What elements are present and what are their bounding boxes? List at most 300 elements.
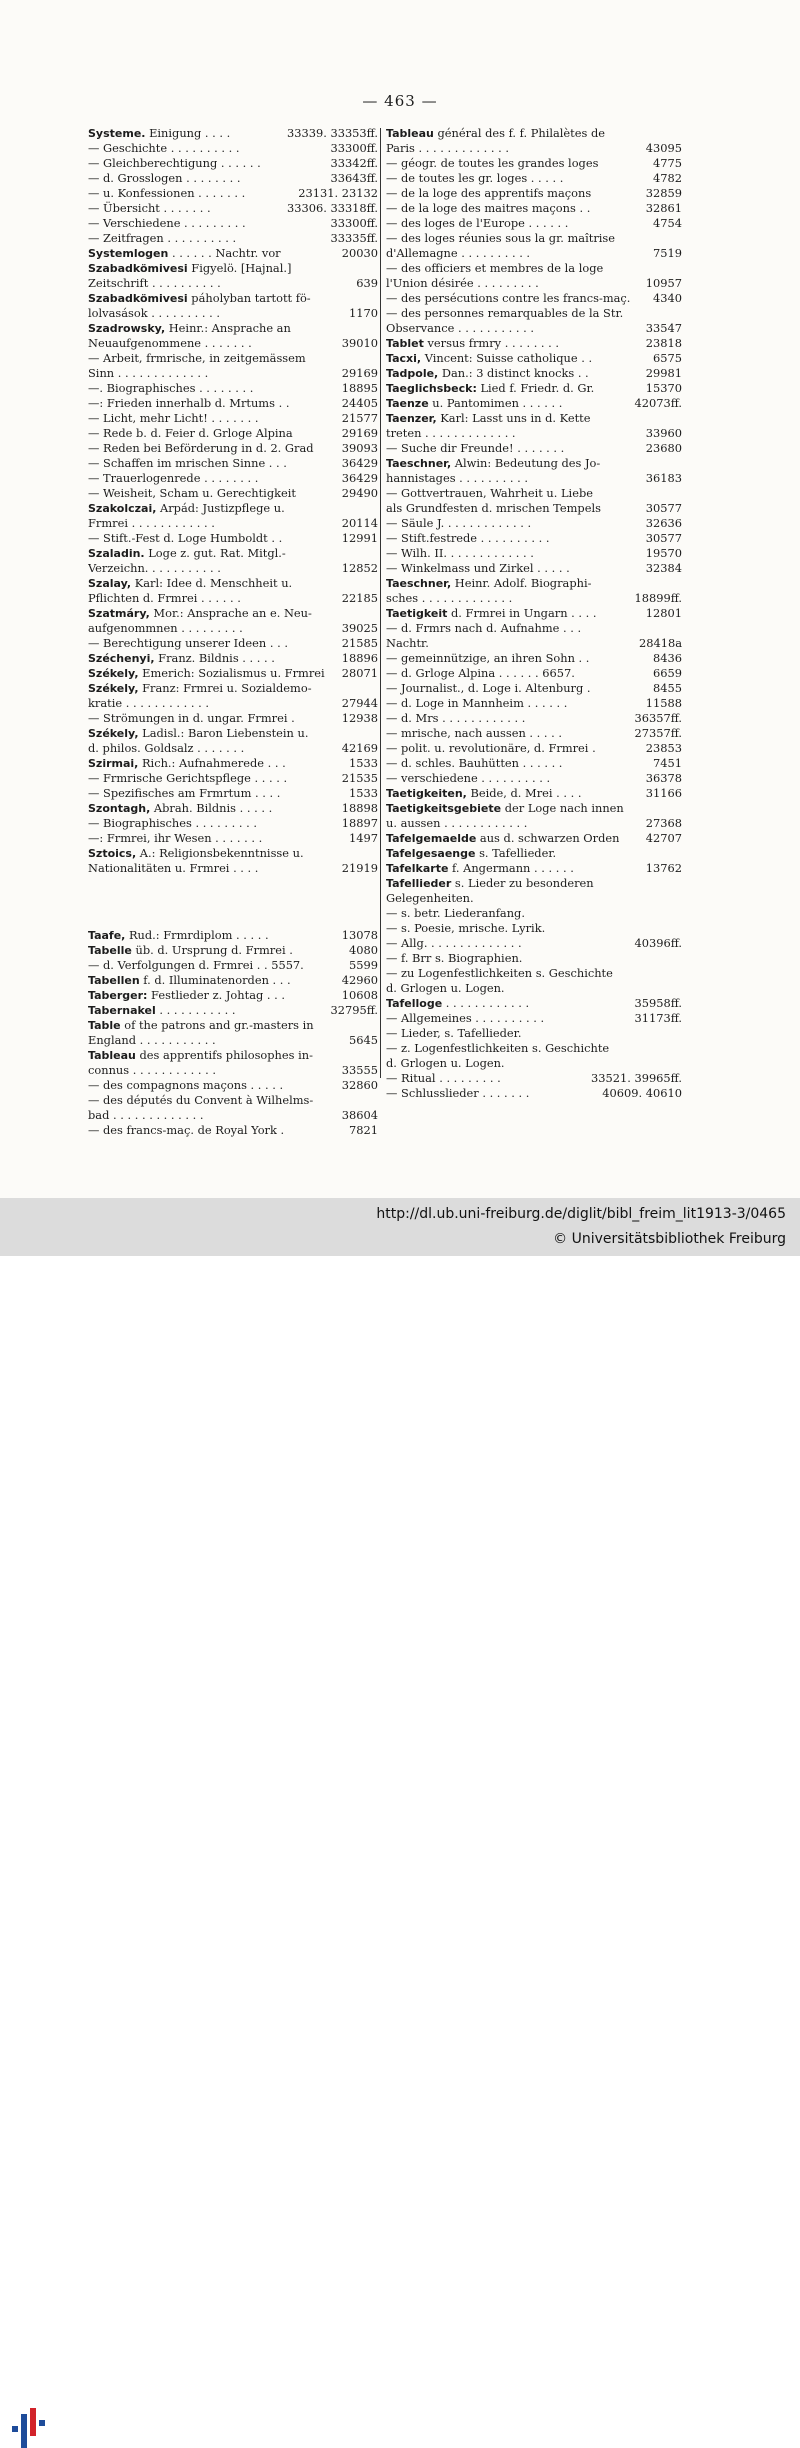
entry-text bbox=[88, 831, 262, 846]
index-entry bbox=[386, 306, 682, 321]
entry-description: Karl: Lasst uns in d. Kette bbox=[436, 411, 591, 425]
entry-heading: Systeme. bbox=[88, 127, 146, 140]
entry-text bbox=[386, 411, 590, 426]
entry-reference: 1497 bbox=[349, 831, 378, 845]
entry-reference: 22185 bbox=[341, 591, 378, 605]
entry-description: Franz: Frmrei u. Sozialdemo- bbox=[138, 681, 312, 695]
entry-description: aufgenommnen . . . . . . . . . bbox=[88, 621, 243, 635]
entry-text bbox=[386, 726, 562, 741]
entry-description: d. Grlogen u. Logen. bbox=[386, 981, 505, 995]
entry-heading: Tadpole, bbox=[386, 367, 439, 380]
entry-description: — Ritual . . . . . . . . . bbox=[386, 1071, 501, 1085]
entry-description: — Biographisches . . . . . . . . . bbox=[88, 816, 258, 830]
index-entry bbox=[88, 928, 378, 943]
entry-text bbox=[88, 1093, 313, 1108]
entry-text bbox=[88, 186, 245, 201]
index-entry bbox=[88, 801, 378, 816]
entry-reference: 32861 bbox=[645, 201, 682, 215]
library-logo-icon bbox=[10, 2404, 50, 2448]
entry-reference: 28418a bbox=[638, 636, 682, 650]
entry-reference: 31173ff. bbox=[634, 1011, 682, 1025]
entry-heading: Szirmai, bbox=[88, 757, 139, 770]
entry-description: s. Tafellieder. bbox=[475, 846, 557, 860]
entry-text bbox=[88, 456, 287, 471]
entry-reference: 29981 bbox=[645, 366, 682, 380]
index-entry bbox=[386, 861, 682, 876]
entry-heading: Széchenyi, bbox=[88, 652, 155, 665]
entry-heading: Tafelgesaenge bbox=[386, 847, 476, 860]
entry-description: — d. Loge in Mannheim . . . . . . bbox=[386, 696, 568, 710]
entry-reference: 4775 bbox=[653, 156, 682, 170]
entry-description: — Lieder, s. Tafellieder. bbox=[386, 1026, 522, 1040]
index-entry bbox=[88, 1033, 378, 1048]
entry-text bbox=[386, 981, 505, 996]
entry-description: Observance . . . . . . . . . . . bbox=[386, 321, 535, 335]
entry-text bbox=[88, 201, 211, 216]
entry-reference: 7821 bbox=[349, 1123, 378, 1137]
entry-description: général des f. f. Philalètes de bbox=[433, 126, 605, 140]
entry-description: — des officiers et membres de la loge bbox=[386, 261, 604, 275]
entry-reference: 11588 bbox=[645, 696, 682, 710]
entry-description: d. Frmrei in Ungarn . . . . bbox=[447, 606, 597, 620]
entry-reference: 33342ff. bbox=[330, 156, 378, 170]
entry-heading: Systemlogen bbox=[88, 247, 169, 260]
entry-text bbox=[88, 426, 293, 441]
entry-reference: 36357ff. bbox=[634, 711, 682, 725]
entry-reference: 21585 bbox=[341, 636, 378, 650]
index-entry bbox=[88, 576, 378, 591]
entry-description: — u. Konfessionen . . . . . . . bbox=[88, 186, 246, 200]
entry-heading: Sztoics, bbox=[88, 847, 137, 860]
index-entry bbox=[386, 756, 682, 771]
index-entry bbox=[88, 681, 378, 696]
index-entry bbox=[88, 366, 378, 381]
entry-text bbox=[88, 156, 261, 171]
entry-description: d'Allemagne . . . . . . . . . . bbox=[386, 246, 531, 260]
entry-text bbox=[386, 996, 529, 1011]
entry-description: — mrische, nach aussen . . . . . bbox=[386, 726, 563, 740]
entry-heading: Szadrowsky, bbox=[88, 322, 166, 335]
entry-reference: 33300ff. bbox=[330, 141, 378, 155]
footer-url[interactable]: http://dl.ub.uni-freiburg.de/diglit/bibl_freim_lit1913-3/0465 bbox=[376, 1206, 786, 1222]
index-entry bbox=[88, 501, 378, 516]
entry-heading: Taberger: bbox=[88, 989, 148, 1002]
entry-text bbox=[88, 306, 220, 321]
entry-text bbox=[386, 1056, 505, 1071]
entry-description: d. philos. Goldsalz . . . . . . . bbox=[88, 741, 245, 755]
entry-heading: Taeschner, bbox=[386, 457, 452, 470]
entry-reference: 42073ff. bbox=[634, 396, 682, 410]
index-entry bbox=[88, 1078, 378, 1093]
entry-description: Lied f. Friedr. d. Gr. bbox=[476, 381, 595, 395]
entry-text bbox=[386, 456, 600, 471]
entry-description: connus . . . . . . . . . . . . bbox=[88, 1063, 216, 1077]
entry-reference: 27944 bbox=[341, 696, 378, 710]
entry-text bbox=[88, 141, 240, 156]
entry-text bbox=[386, 966, 613, 981]
entry-text bbox=[386, 231, 615, 246]
entry-text bbox=[386, 366, 589, 381]
entry-heading: Szaladin. bbox=[88, 547, 145, 560]
entry-reference: 18896 bbox=[341, 651, 378, 665]
entry-heading: Szakolczai, bbox=[88, 502, 157, 515]
entry-description: — Geschichte . . . . . . . . . . bbox=[88, 141, 240, 155]
entry-text bbox=[386, 801, 624, 816]
entry-heading: Szabadkömivesi bbox=[88, 262, 188, 275]
entry-reference: 29169 bbox=[341, 366, 378, 380]
index-entry bbox=[386, 1011, 682, 1026]
entry-text bbox=[88, 126, 230, 141]
entry-text bbox=[88, 801, 272, 816]
entry-heading: Taeschner, bbox=[386, 577, 452, 590]
entry-reference: 27368 bbox=[645, 816, 682, 830]
entry-text bbox=[88, 261, 291, 276]
entry-description: — Verschiedene . . . . . . . . . bbox=[88, 216, 246, 230]
entry-description: s. Lieder zu besonderen bbox=[451, 876, 594, 890]
entry-description: aus d. schwarzen Orden bbox=[476, 831, 620, 845]
entry-text bbox=[88, 771, 287, 786]
entry-description: — Allgemeines . . . . . . . . . . bbox=[386, 1011, 545, 1025]
entry-text bbox=[386, 276, 539, 291]
entry-text bbox=[88, 531, 282, 546]
entry-text bbox=[88, 546, 286, 561]
entry-reference: 39093 bbox=[341, 441, 378, 455]
index-entry bbox=[88, 276, 378, 291]
entry-description: lolvasások . . . . . . . . . . bbox=[88, 306, 221, 320]
entry-heading: Tableau bbox=[88, 1049, 136, 1062]
entry-text bbox=[88, 471, 258, 486]
entry-heading: Tablet bbox=[386, 337, 424, 350]
index-entry bbox=[386, 1026, 682, 1041]
entry-description: — d. Grosslogen . . . . . . . . bbox=[88, 171, 241, 185]
entry-reference: 28071 bbox=[341, 666, 378, 680]
index-entry bbox=[88, 306, 378, 321]
entry-text bbox=[88, 231, 236, 246]
index-entry bbox=[386, 981, 682, 996]
index-entry bbox=[88, 171, 378, 186]
entry-text bbox=[386, 696, 567, 711]
entry-text bbox=[88, 171, 240, 186]
index-entry bbox=[88, 1018, 378, 1033]
entry-reference: 1533 bbox=[349, 786, 378, 800]
entry-description: sches . . . . . . . . . . . . . bbox=[386, 591, 513, 605]
entry-description: — f. Brr s. Biographien. bbox=[386, 951, 523, 965]
left-column bbox=[88, 126, 378, 1138]
left-column-section-s bbox=[88, 126, 378, 876]
entry-text bbox=[386, 756, 562, 771]
entry-text bbox=[386, 351, 592, 366]
index-entry bbox=[386, 621, 682, 636]
entry-description: — s. betr. Liederanfang. bbox=[386, 906, 525, 920]
entry-text bbox=[88, 321, 291, 336]
entry-description: treten . . . . . . . . . . . . . bbox=[386, 426, 516, 440]
entry-description: England . . . . . . . . . . . bbox=[88, 1033, 216, 1047]
entry-reference: 39010 bbox=[341, 336, 378, 350]
entry-text bbox=[88, 1108, 204, 1123]
entry-reference: 23818 bbox=[645, 336, 682, 350]
entry-text bbox=[386, 381, 594, 396]
entry-reference: 30577 bbox=[645, 501, 682, 515]
index-entry bbox=[386, 141, 682, 156]
entry-description: — Berechtigung unserer Ideen . . . bbox=[88, 636, 288, 650]
entry-description: — Journalist., d. Loge i. Altenburg . bbox=[386, 681, 591, 695]
entry-reference: 42169 bbox=[341, 741, 378, 755]
index-entry bbox=[88, 988, 378, 1003]
entry-description: — Schlusslieder . . . . . . . bbox=[386, 1086, 530, 1100]
entry-text bbox=[386, 1026, 522, 1041]
entry-reference: 7451 bbox=[653, 756, 682, 770]
entry-reference: 639 bbox=[356, 276, 378, 290]
entry-text bbox=[386, 891, 474, 906]
entry-heading: Székely, bbox=[88, 682, 139, 695]
entry-description: Figyelö. [Hajnal.] bbox=[187, 261, 292, 275]
entry-reference: 32860 bbox=[341, 1078, 378, 1092]
entry-description: Alwin: Bedeutung des Jo- bbox=[451, 456, 601, 470]
entry-text bbox=[386, 546, 534, 561]
entry-reference: 4340 bbox=[653, 291, 682, 305]
entry-text bbox=[386, 201, 590, 216]
entry-reference: 21535 bbox=[341, 771, 378, 785]
entry-text bbox=[88, 1078, 283, 1093]
entry-description: — Rede b. d. Feier d. Grloge Alpina bbox=[88, 426, 293, 440]
entry-description: — Spezifisches am Frmrtum . . . . bbox=[88, 786, 281, 800]
entry-description: Zeitschrift . . . . . . . . . . bbox=[88, 276, 221, 290]
entry-text bbox=[88, 441, 314, 456]
entry-text bbox=[88, 216, 246, 231]
entry-description: — Stift.-Fest d. Loge Humboldt . . bbox=[88, 531, 283, 545]
entry-reference: 33300ff. bbox=[330, 216, 378, 230]
entry-description: u. aussen . . . . . . . . . . . . bbox=[386, 816, 528, 830]
entry-text bbox=[386, 441, 564, 456]
index-entry bbox=[88, 471, 378, 486]
entry-description: —: Frieden innerhalb d. Mrtums . . bbox=[88, 396, 290, 410]
entry-description: f. Angermann . . . . . . bbox=[448, 861, 574, 875]
index-entry bbox=[386, 246, 682, 261]
entry-description: bad . . . . . . . . . . . . . bbox=[88, 1108, 204, 1122]
entry-description: Nationalitäten u. Frmrei . . . . bbox=[88, 861, 259, 875]
entry-text bbox=[386, 951, 522, 966]
entry-description: üb. d. Ursprung d. Frmrei . bbox=[131, 943, 293, 957]
entry-description: Mor.: Ansprache an e. Neu- bbox=[149, 606, 312, 620]
index-entry bbox=[88, 1123, 378, 1138]
entry-description: — Licht, mehr Licht! . . . . . . . bbox=[88, 411, 259, 425]
entry-heading: Szabadkömivesi bbox=[88, 292, 188, 305]
entry-text bbox=[88, 291, 311, 306]
index-entry bbox=[386, 231, 682, 246]
entry-text bbox=[386, 666, 575, 681]
index-entry bbox=[386, 831, 682, 846]
entry-text bbox=[386, 336, 559, 351]
entry-text bbox=[386, 591, 512, 606]
index-entry bbox=[88, 411, 378, 426]
index-entry bbox=[386, 486, 682, 501]
index-entry bbox=[386, 891, 682, 906]
entry-reference: 18897 bbox=[341, 816, 378, 830]
index-entry bbox=[88, 561, 378, 576]
entry-heading: Székely, bbox=[88, 727, 139, 740]
index-entry bbox=[88, 441, 378, 456]
entry-text bbox=[88, 711, 295, 726]
index-entry bbox=[386, 801, 682, 816]
entry-heading: Taetigkeiten, bbox=[386, 787, 467, 800]
entry-reference: 35958ff. bbox=[634, 996, 682, 1010]
entry-reference: 21577 bbox=[341, 411, 378, 425]
entry-description: — des loges de l'Europe . . . . . . bbox=[386, 216, 569, 230]
entry-description: versus frmry . . . . . . . . bbox=[423, 336, 560, 350]
index-entry bbox=[88, 1048, 378, 1063]
entry-description: — des loges réunies sous la gr. maîtrise bbox=[386, 231, 615, 245]
entry-text bbox=[386, 1041, 609, 1056]
entry-reference: 18895 bbox=[341, 381, 378, 395]
index-entry bbox=[386, 261, 682, 276]
entry-description: — des députés du Convent à Wilhelms- bbox=[88, 1093, 314, 1107]
index-entry bbox=[386, 666, 682, 681]
index-entry bbox=[88, 201, 378, 216]
index-entry bbox=[88, 943, 378, 958]
index-entry bbox=[386, 291, 682, 306]
entry-text bbox=[88, 1003, 235, 1018]
entry-text bbox=[386, 216, 568, 231]
index-entry bbox=[386, 396, 682, 411]
right-column-entries bbox=[386, 126, 682, 1101]
entry-text bbox=[88, 651, 275, 666]
entry-text bbox=[386, 921, 545, 936]
entry-description: —: Frmrei, ihr Wesen . . . . . . . bbox=[88, 831, 263, 845]
entry-text bbox=[88, 591, 241, 606]
entry-heading: Taenze bbox=[386, 397, 429, 410]
entry-heading: Tacxi, bbox=[386, 352, 422, 365]
entry-reference: 20114 bbox=[341, 516, 378, 530]
entry-text bbox=[386, 141, 509, 156]
entry-reference: 23853 bbox=[645, 741, 682, 755]
entry-description: — Schaffen im mrischen Sinne . . . bbox=[88, 456, 287, 470]
index-entry bbox=[88, 141, 378, 156]
index-entry bbox=[386, 561, 682, 576]
entry-text bbox=[88, 816, 257, 831]
index-entry bbox=[88, 958, 378, 973]
entry-text bbox=[88, 396, 289, 411]
index-entry bbox=[88, 726, 378, 741]
index-entry bbox=[88, 381, 378, 396]
index-entry bbox=[386, 741, 682, 756]
page-number: — 463 — bbox=[362, 92, 438, 110]
entry-text bbox=[386, 606, 597, 621]
index-entry bbox=[386, 876, 682, 891]
index-entry bbox=[386, 516, 682, 531]
entry-text bbox=[88, 561, 221, 576]
entry-description: — Frmrische Gerichtspflege . . . . . bbox=[88, 771, 288, 785]
entry-description: — z. Logenfestlichkeiten s. Geschichte bbox=[386, 1041, 610, 1055]
entry-text bbox=[88, 1048, 313, 1063]
entry-description: Vincent: Suisse catholique . . bbox=[421, 351, 593, 365]
entry-reference: 21919 bbox=[341, 861, 378, 875]
index-entry bbox=[386, 966, 682, 981]
entry-description: d. Grlogen u. Logen. bbox=[386, 1056, 505, 1070]
entry-reference: 19570 bbox=[645, 546, 682, 560]
index-entry bbox=[88, 831, 378, 846]
entry-description: Nachtr. bbox=[386, 636, 429, 650]
entry-text bbox=[88, 1033, 216, 1048]
entry-heading: Taafe, bbox=[88, 929, 126, 942]
index-entry bbox=[88, 591, 378, 606]
entry-reference: 4782 bbox=[653, 171, 682, 185]
index-entry bbox=[88, 186, 378, 201]
entry-description: kratie . . . . . . . . . . . . bbox=[88, 696, 209, 710]
entry-heading: Szalay, bbox=[88, 577, 132, 590]
entry-description: — d. Mrs . . . . . . . . . . . . bbox=[386, 711, 526, 725]
entry-heading: Tabelle bbox=[88, 944, 132, 957]
entry-reference: 18898 bbox=[341, 801, 378, 815]
entry-description: — d. Grloge Alpina . . . . . . 6657. bbox=[386, 666, 575, 680]
entry-description: u. Pantomimen . . . . . . bbox=[428, 396, 563, 410]
entry-reference: 13078 bbox=[341, 928, 378, 942]
index-entry bbox=[88, 741, 378, 756]
entry-text bbox=[88, 576, 292, 591]
entry-reference: 6575 bbox=[653, 351, 682, 365]
column-divider bbox=[380, 128, 381, 1078]
index-entry bbox=[88, 246, 378, 261]
entry-description: — des francs-maç. de Royal York . bbox=[88, 1123, 285, 1137]
entry-description: — Zeitfragen . . . . . . . . . . bbox=[88, 231, 237, 245]
entry-heading: Table bbox=[88, 1019, 121, 1032]
index-entry bbox=[88, 786, 378, 801]
entry-description: of the patrons and gr.-masters in bbox=[120, 1018, 314, 1032]
entry-reference: 33547 bbox=[645, 321, 682, 335]
entry-reference: 12852 bbox=[341, 561, 378, 575]
entry-description: — de la loge des maitres maçons . . bbox=[386, 201, 591, 215]
entry-text bbox=[386, 516, 531, 531]
entry-description: Abrah. Bildnis . . . . . bbox=[150, 801, 273, 815]
entry-text bbox=[386, 816, 527, 831]
entry-text bbox=[88, 516, 215, 531]
entry-description: des apprentifs philosophes in- bbox=[135, 1048, 313, 1062]
entry-heading: Taetigkeitsgebiete bbox=[386, 802, 502, 815]
entry-text bbox=[88, 861, 258, 876]
entry-description: — Allg. . . . . . . . . . . . . . bbox=[386, 936, 522, 950]
index-entry bbox=[386, 471, 682, 486]
entry-heading: Tafelloge bbox=[386, 997, 443, 1010]
entry-text bbox=[88, 636, 288, 651]
index-entry bbox=[386, 726, 682, 741]
entry-reference: 42960 bbox=[341, 973, 378, 987]
entry-reference: 32636 bbox=[645, 516, 682, 530]
entry-description: — Suche dir Freunde! . . . . . . . bbox=[386, 441, 565, 455]
entry-text bbox=[386, 621, 581, 636]
entry-heading: Taetigkeit bbox=[386, 607, 448, 620]
entry-text bbox=[88, 621, 243, 636]
entry-heading: Tableau bbox=[386, 127, 434, 140]
left-column-section-t bbox=[88, 928, 378, 1138]
entry-reference: 29169 bbox=[341, 426, 378, 440]
index-entry bbox=[386, 1071, 682, 1086]
index-entry bbox=[386, 576, 682, 591]
entry-text bbox=[386, 171, 563, 186]
entry-text bbox=[386, 861, 574, 876]
entry-reference: 36429 bbox=[341, 456, 378, 470]
entry-text bbox=[88, 741, 244, 756]
entry-description: Ladisl.: Baron Liebenstein u. bbox=[138, 726, 309, 740]
entry-description: Verzeichn. . . . . . . . . . . bbox=[88, 561, 221, 575]
entry-description: — Trauerlogenrede . . . . . . . . bbox=[88, 471, 259, 485]
index-entry bbox=[88, 666, 378, 681]
entry-description: — Stift.festrede . . . . . . . . . . bbox=[386, 531, 550, 545]
entry-reference: 12938 bbox=[341, 711, 378, 725]
entry-description: l'Union désirée . . . . . . . . . bbox=[386, 276, 539, 290]
entry-description: — polit. u. revolutionäre, d. Frmrei . bbox=[386, 741, 596, 755]
index-entry bbox=[386, 381, 682, 396]
entry-description: — Winkelmass und Zirkel . . . . . bbox=[386, 561, 570, 575]
index-entry bbox=[386, 126, 682, 141]
